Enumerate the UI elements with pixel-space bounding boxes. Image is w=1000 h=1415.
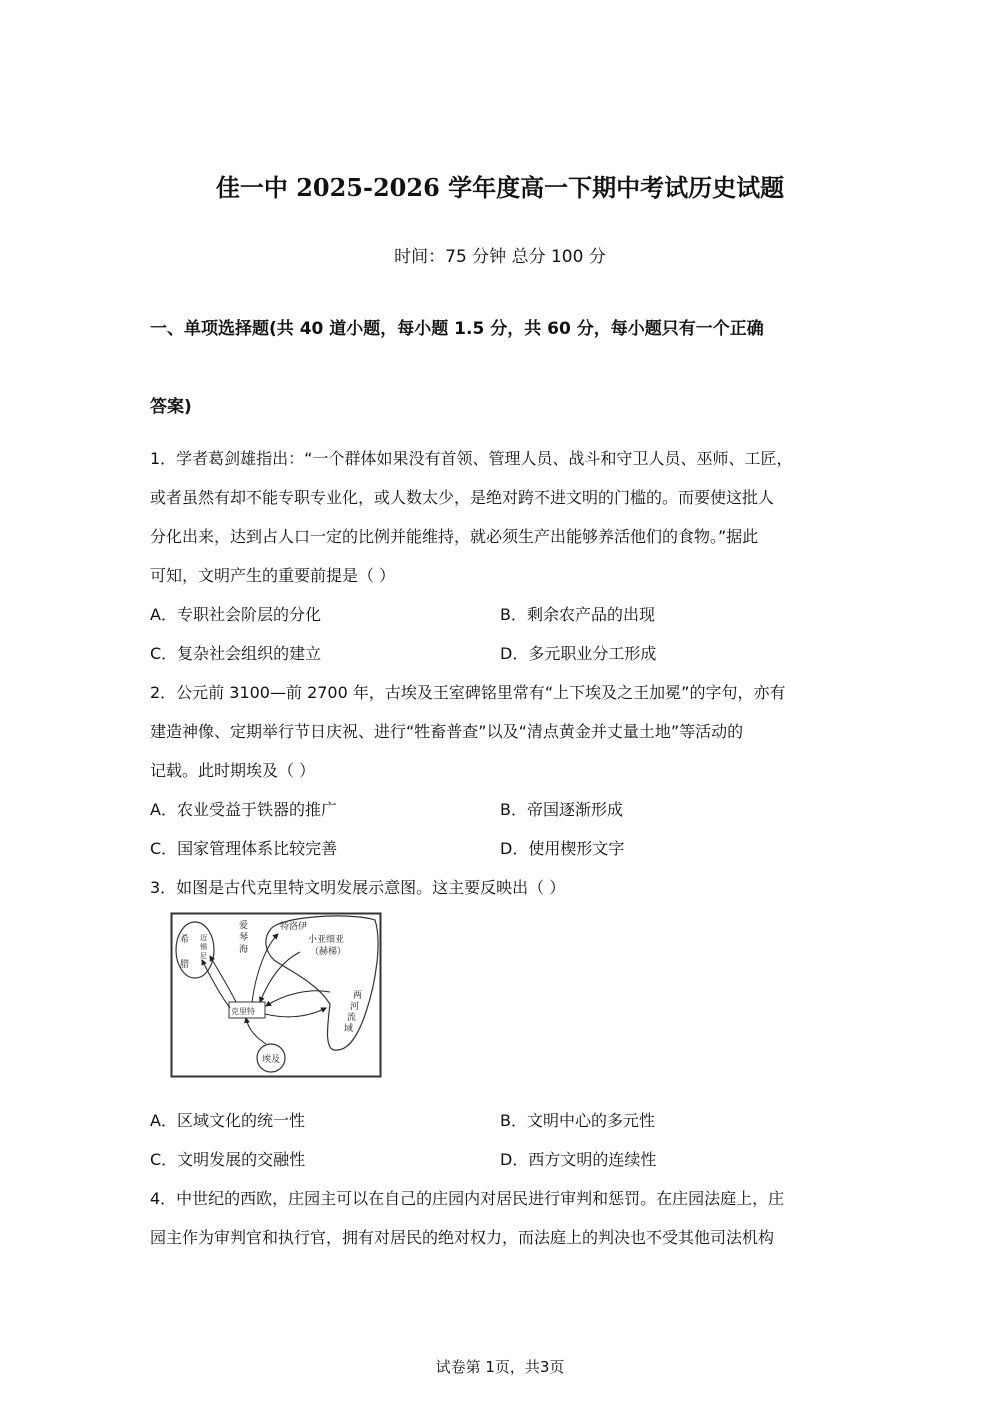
exam-info: 时间：75 分钟 总分 100 分 bbox=[394, 247, 606, 267]
question-2-option-a: A．农业受益于铁器的推广 bbox=[150, 800, 337, 819]
question-2-option-d: D．使用楔形文字 bbox=[500, 839, 625, 858]
label-mycenae: 尼 bbox=[200, 952, 207, 960]
label-greece: 腊 bbox=[180, 960, 190, 970]
label-aegean: 海 bbox=[239, 945, 249, 955]
question-2-option-b: B．帝国逐渐形成 bbox=[500, 800, 623, 819]
question-3-option-d: D．西方文明的连续性 bbox=[500, 1150, 657, 1169]
question-2-line: 建造神像、定期举行节日庆祝、进行“牲畜普查”以及“清点黄金并丈量土地”等活动的 bbox=[150, 722, 744, 741]
question-3-line: 3．如图是古代克里特文明发展示意图。这主要反映出（ ） bbox=[150, 878, 566, 897]
label-mesopotamia: 域 bbox=[344, 1024, 354, 1034]
label-mesopotamia: 流 bbox=[347, 1013, 357, 1023]
section-heading-cont: 答案) bbox=[150, 397, 192, 417]
question-1-option-b: B．剩余农产品的出现 bbox=[500, 605, 655, 624]
label-mycenae: 锡 bbox=[200, 943, 207, 951]
label-aegean: 爱 bbox=[239, 921, 249, 931]
question-4-line: 4．中世纪的西欧，庄园主可以在自己的庄园内对居民进行审判和惩罚。在庄园法庭上，庄 bbox=[150, 1189, 785, 1208]
label-asia-minor: 小亚细亚 bbox=[308, 935, 345, 945]
label-egypt: 埃及 bbox=[262, 1055, 281, 1065]
label-hittite: （赫梯） bbox=[310, 947, 347, 957]
label-troy: 特洛伊 bbox=[280, 922, 308, 932]
question-1-line: 分化出来，达到占人口一定的比例并能维持，就必须生产出能够养活他们的食物。”据此 bbox=[150, 527, 759, 546]
question-2-line: 记载。此时期埃及（ ） bbox=[150, 761, 316, 780]
question-1-option-a: A．专职社会阶层的分化 bbox=[150, 605, 321, 624]
page-footer: 试卷第 1页，共3页 bbox=[435, 1358, 565, 1376]
label-mesopotamia: 河 bbox=[350, 1002, 360, 1012]
question-2-line: 2．公元前 3100—前 2700 年，古埃及王室碑铭里常有“上下埃及之王加冕”的字句，亦有 bbox=[150, 683, 786, 702]
label-aegean: 琴 bbox=[239, 933, 249, 943]
page-title: 佳一中 2025-2026 学年度高一下期中考试历史试题 bbox=[215, 173, 785, 202]
question-1-line: 1．学者葛剑雄指出：“一个群体如果没有首领、管理人员、战斗和守卫人员、巫师、工匠， bbox=[150, 449, 793, 468]
question-3-option-a: A．区域文化的统一性 bbox=[150, 1111, 305, 1130]
question-3-option-b: B．文明中心的多元性 bbox=[500, 1111, 655, 1130]
section-heading: 一、单项选择题(共 40 道小题，每小题 1.5 分，共 60 分，每小题只有一个正确 bbox=[150, 319, 764, 339]
question-4-line: 园主作为审判官和执行官，拥有对居民的绝对权力，而法庭上的判决也不受其他司法机构 bbox=[150, 1228, 775, 1247]
question-1-option-d: D．多元职业分工形成 bbox=[500, 644, 657, 663]
question-1-option-c: C．复杂社会组织的建立 bbox=[150, 644, 322, 663]
label-mycenae: 迈 bbox=[200, 934, 207, 942]
question-2-option-c: C．国家管理体系比较完善 bbox=[150, 839, 338, 858]
question-1-line: 可知，文明产生的重要前提是（ ） bbox=[150, 566, 396, 585]
label-greece: 希 bbox=[180, 935, 190, 945]
question-1-line: 或者虽然有却不能专职专业化，或人数太少，是绝对跨不进文明的门槛的。而要使这批人 bbox=[150, 488, 775, 507]
label-mesopotamia: 两 bbox=[353, 991, 363, 1001]
label-crete: 克里特 bbox=[231, 1007, 255, 1016]
question-3-option-c: C．文明发展的交融性 bbox=[150, 1150, 306, 1169]
crete-civilization-map bbox=[170, 912, 382, 1078]
